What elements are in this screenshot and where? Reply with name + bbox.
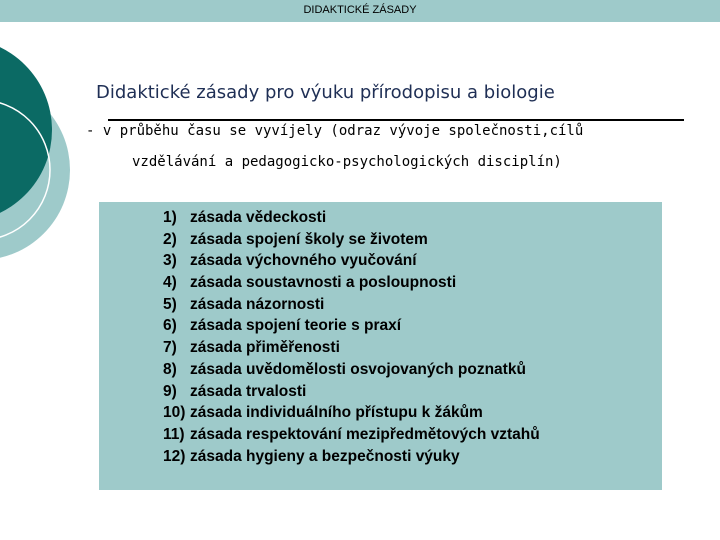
list-item: 11) zásada respektování mezipředmětových vztahů xyxy=(163,425,540,443)
list-item: 3) zásada výchovného vyučování xyxy=(163,252,417,270)
list-item: 1) zásada vědeckosti xyxy=(163,209,327,226)
list-item: 10) zásada individuálního přístupu k žákům xyxy=(163,404,483,422)
principles-list xyxy=(163,207,540,467)
list-item: 2) zásada spojení školy se životem xyxy=(163,230,428,248)
header-title: DIDAKTICKÉ ZÁSADY xyxy=(303,4,417,16)
list-item: 9) zásada trvalosti xyxy=(163,382,307,400)
list-item: 7) zásada přiměřenosti xyxy=(163,339,340,357)
list-item: 6) zásada spojení teorie s praxí xyxy=(163,317,402,335)
list-item: 12) zásada hygieny a bezpečnosti výuky xyxy=(163,447,460,465)
subtitle-line-2: vzdělávání a pedagogicko-psychologických disciplín) xyxy=(132,154,562,170)
list-item: 5) zásada názornosti xyxy=(163,295,325,313)
title-underline xyxy=(108,119,684,121)
subtitle-line-1: - v průběhu času se vyvíjely (odraz vývoje společnosti,cílů xyxy=(86,123,584,139)
decorative-circles xyxy=(0,0,90,300)
list-item: 8) zásada uvědomělosti osvojovaných poznatků xyxy=(163,360,526,378)
slide-title: Didaktické zásady pro výuku přírodopisu a biologie xyxy=(96,82,555,103)
list-item: 4) zásada soustavnosti a posloupnosti xyxy=(163,274,457,292)
